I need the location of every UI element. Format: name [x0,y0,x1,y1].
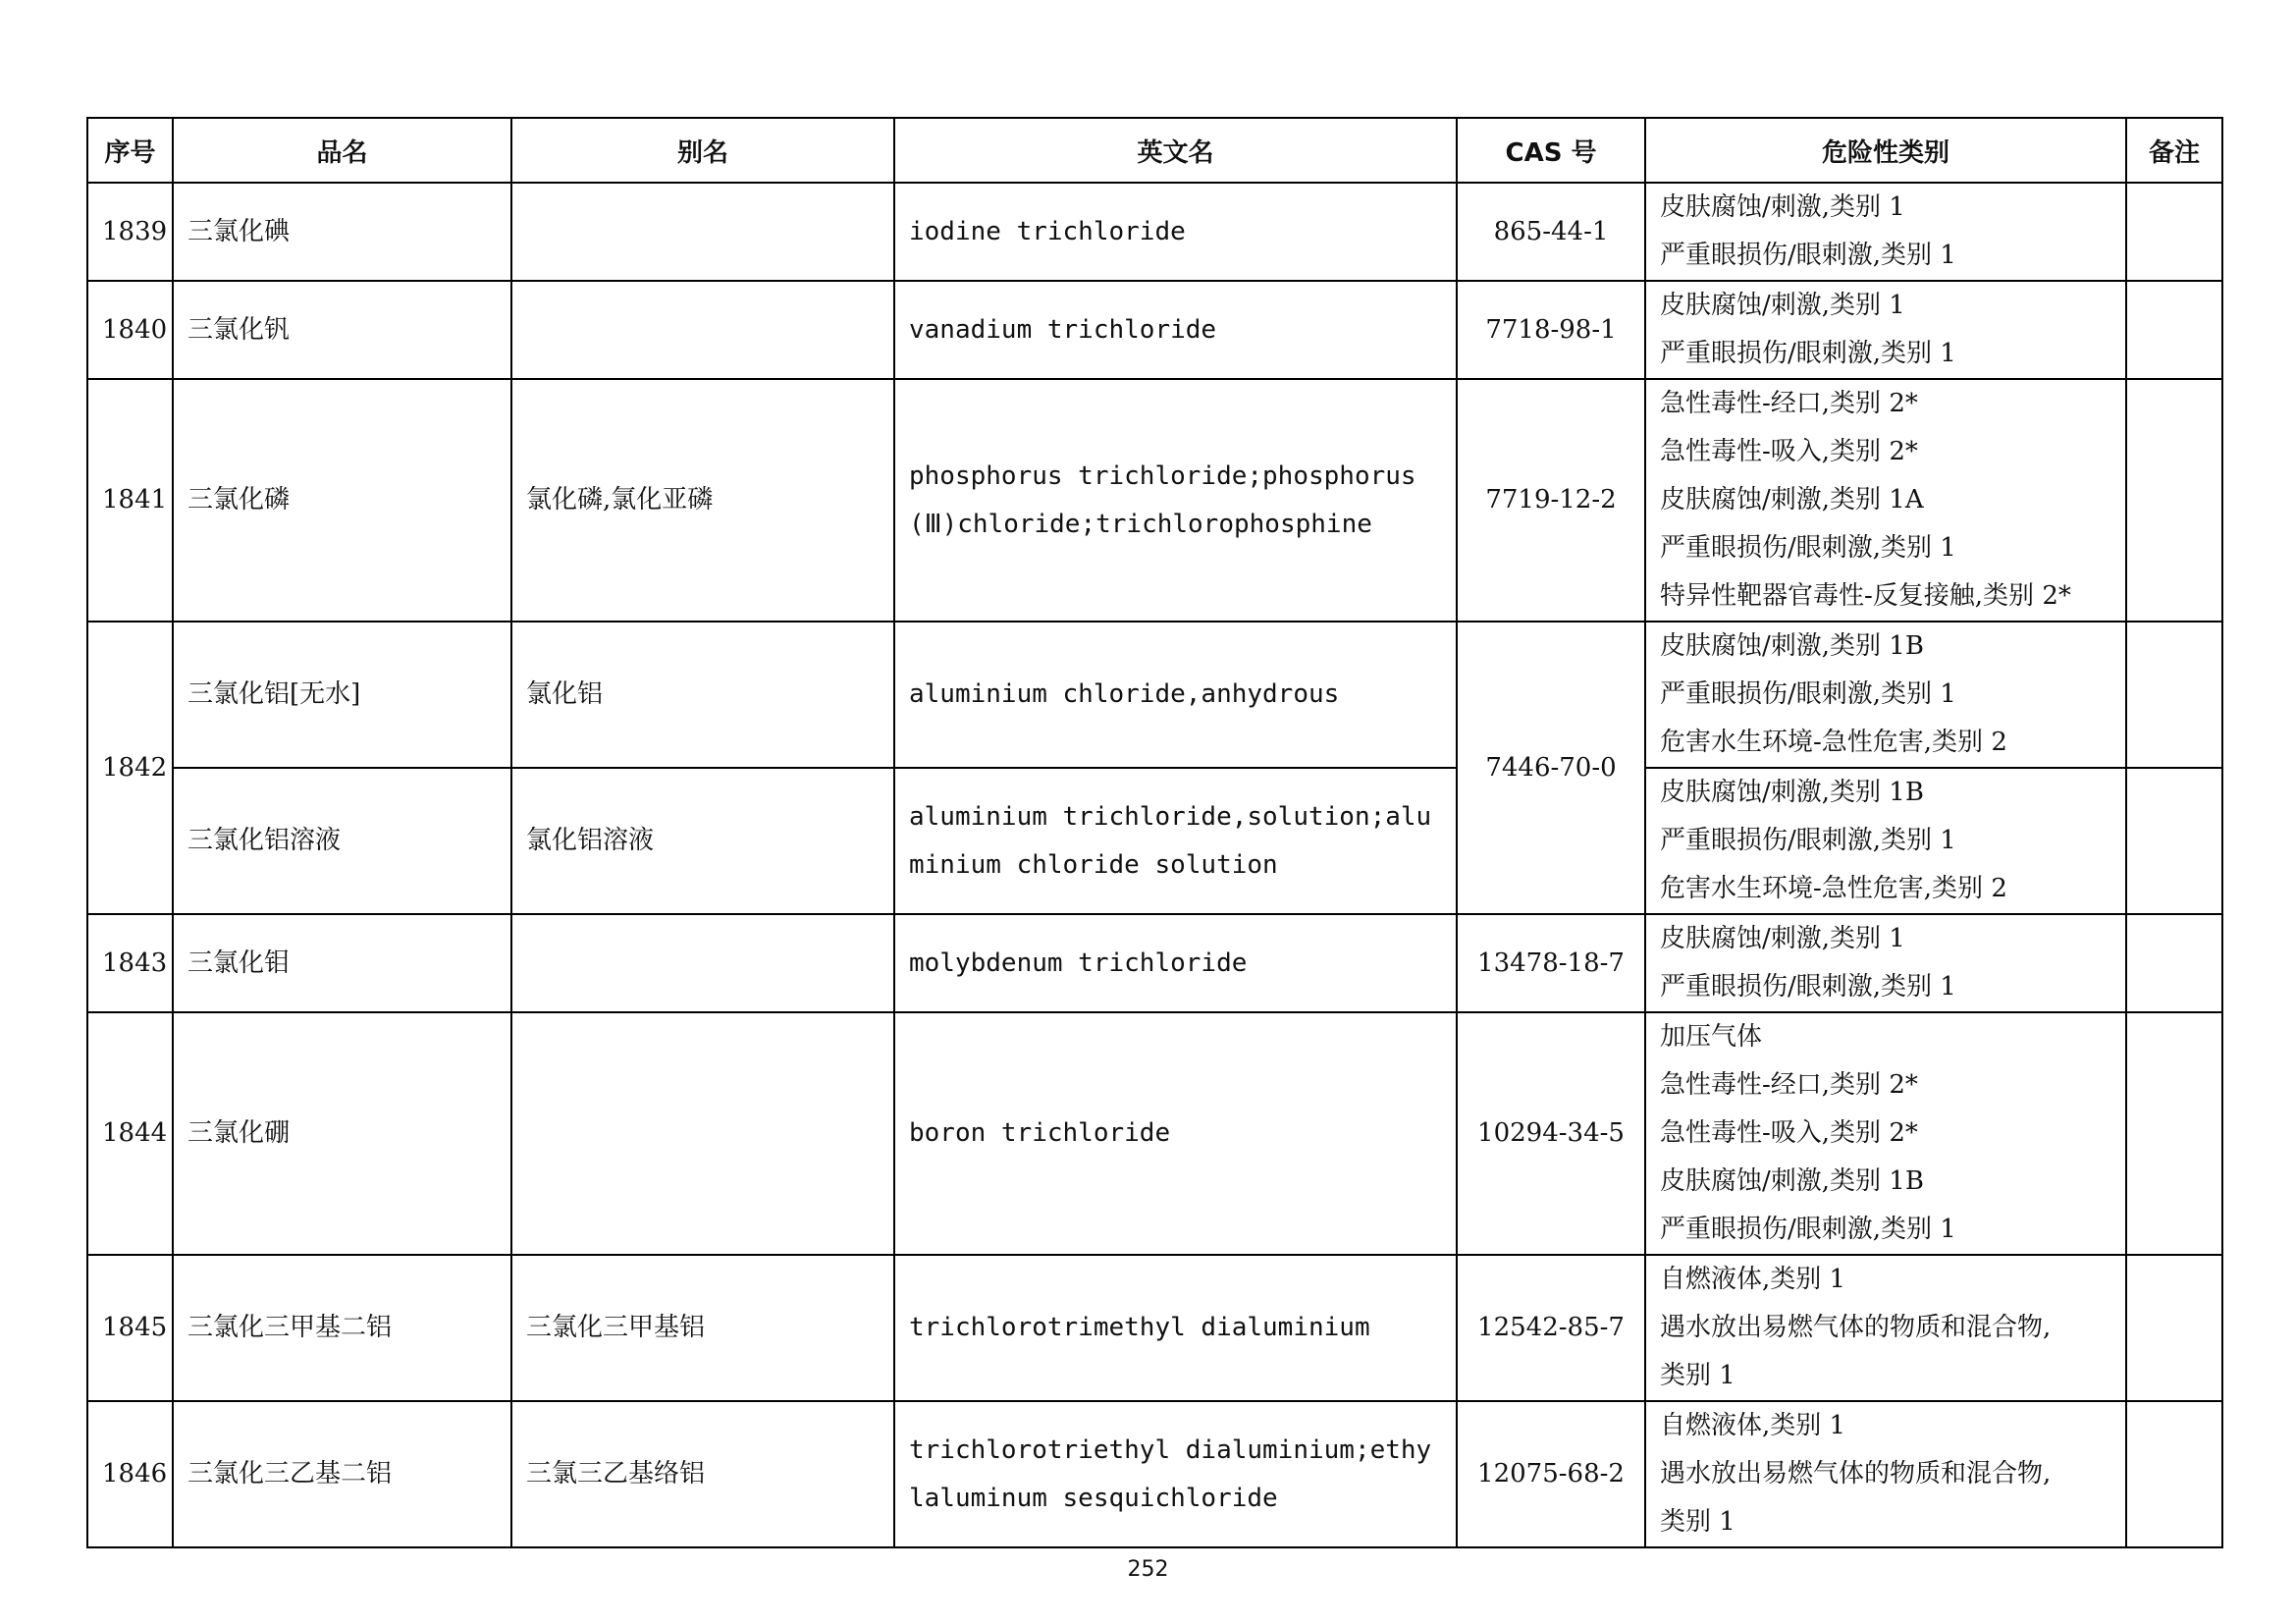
hazard-line: 特异性靶器官毒性-反复接触,类别 2* [1660,581,2071,611]
cell-note [2126,1255,2222,1401]
cell-name: 三氯化三甲基二铝 [173,1255,511,1401]
header-english-name: 英文名 [894,118,1457,183]
table-row [87,1401,2222,1547]
cell-no: 1844 [87,1012,173,1255]
header-alias: 别名 [511,118,894,183]
cell-no: 1839 [87,183,173,281]
hazard-line: 皮肤腐蚀/刺激,类别 1B [1660,1166,1924,1196]
hazard-line: 皮肤腐蚀/刺激,类别 1B [1660,631,1924,661]
cell-alias [511,183,894,281]
cell-name: 三氯化磷 [173,379,511,622]
cell-cas: 7718-98-1 [1457,281,1645,379]
cell-note [2126,281,2222,379]
cell-cas: 865-44-1 [1457,183,1645,281]
cell-alias: 氯化磷,氯化亚磷 [511,379,894,622]
cell-english-name: trichlorotriethyl dialuminium;ethylaluminum sesquichloride [894,1401,1457,1547]
cell-cas: 13478-18-7 [1457,914,1645,1012]
hazard-line: 严重眼损伤/眼刺激,类别 1 [1660,339,1956,368]
hazard-line: 严重眼损伤/眼刺激,类别 1 [1660,533,1956,563]
cell-note [2126,379,2222,622]
cell-no: 1840 [87,281,173,379]
cell-english-name: molybdenum trichloride [894,914,1457,1012]
cell-note [2126,1012,2222,1255]
cell-hazard [1645,379,2126,622]
hazard-line: 皮肤腐蚀/刺激,类别 1A [1660,485,1924,514]
cell-name: 三氯化硼 [173,1012,511,1255]
table-row [87,379,2222,622]
hazard-line: 类别 1 [1660,1361,1735,1390]
cell-name: 三氯化碘 [173,183,511,281]
cell-cas: 12542-85-7 [1457,1255,1645,1401]
table-row [87,622,2222,768]
hazard-line: 皮肤腐蚀/刺激,类别 1 [1660,291,1905,320]
hazard-line: 严重眼损伤/眼刺激,类别 1 [1660,679,1956,709]
hazard-line: 遇水放出易燃气体的物质和混合物, [1660,1313,2052,1342]
cell-cas: 7446-70-0 [1457,622,1645,914]
table-row [87,281,2222,379]
hazard-line: 自燃液体,类别 1 [1660,1265,1846,1294]
cell-name: 三氯化铝溶液 [173,768,511,914]
page-number: 252 [1127,1557,1169,1582]
cell-english-name: trichlorotrimethyl dialuminium [894,1255,1457,1401]
cell-english-name: vanadium trichloride [894,281,1457,379]
hazard-line: 危害水生环境-急性危害,类别 2 [1660,874,2007,903]
header-name: 品名 [173,118,511,183]
cell-english-name: aluminium chloride,anhydrous [894,622,1457,768]
cell-note [2126,622,2222,768]
cell-alias [511,1012,894,1255]
table-row [87,183,2222,281]
hazard-line: 严重眼损伤/眼刺激,类别 1 [1660,1215,1956,1244]
hazard-line: 急性毒性-吸入,类别 2* [1660,437,1918,466]
hazard-line: 急性毒性-经口,类别 2* [1660,1070,1918,1100]
cell-hazard [1645,1012,2126,1255]
hazard-line: 皮肤腐蚀/刺激,类别 1 [1660,924,1905,953]
header-note: 备注 [2126,118,2222,183]
cell-hazard [1645,768,2126,914]
hazard-line: 急性毒性-吸入,类别 2* [1660,1118,1918,1148]
cell-english-name: boron trichloride [894,1012,1457,1255]
cell-note [2126,183,2222,281]
cell-alias: 氯化铝 [511,622,894,768]
hazard-line: 严重眼损伤/眼刺激,类别 1 [1660,972,1956,1001]
hazard-line: 皮肤腐蚀/刺激,类别 1 [1660,192,1905,222]
cell-english-name: iodine trichloride [894,183,1457,281]
cell-name: 三氯化三乙基二铝 [173,1401,511,1547]
hazard-line: 自燃液体,类别 1 [1660,1411,1846,1440]
hazard-line: 严重眼损伤/眼刺激,类别 1 [1660,826,1956,855]
cell-hazard [1645,1401,2126,1547]
cell-no: 1845 [87,1255,173,1401]
table-row [87,1255,2222,1401]
cell-note [2126,914,2222,1012]
cell-hazard [1645,914,2126,1012]
cell-english-name: phosphorus trichloride;phosphorus(Ⅲ)chloride;trichlorophosphine [894,379,1457,622]
cell-alias [511,914,894,1012]
cell-note [2126,1401,2222,1547]
cell-no: 1843 [87,914,173,1012]
cell-name: 三氯化钒 [173,281,511,379]
header-hazard: 危险性类别 [1645,118,2126,183]
hazard-line: 皮肤腐蚀/刺激,类别 1B [1660,778,1924,807]
cell-alias [511,281,894,379]
cell-hazard [1645,281,2126,379]
cell-english-name: aluminium trichloride,solution;aluminium chloride solution [894,768,1457,914]
hazard-line: 遇水放出易燃气体的物质和混合物, [1660,1459,2052,1489]
cell-cas: 12075-68-2 [1457,1401,1645,1547]
cell-note [2126,768,2222,914]
hazard-line: 类别 1 [1660,1507,1735,1537]
table-row [87,1012,2222,1255]
cell-no: 1841 [87,379,173,622]
table-row [87,914,2222,1012]
cell-alias: 氯化铝溶液 [511,768,894,914]
cell-name: 三氯化铝[无水] [173,622,511,768]
cell-alias: 三氯化三甲基铝 [511,1255,894,1401]
hazard-line: 加压气体 [1660,1022,1763,1052]
cell-hazard [1645,183,2126,281]
hazard-line: 严重眼损伤/眼刺激,类别 1 [1660,241,1956,270]
cell-alias: 三氯三乙基络铝 [511,1401,894,1547]
hazard-line: 急性毒性-经口,类别 2* [1660,389,1918,418]
table-row [87,768,2222,914]
cell-no: 1846 [87,1401,173,1547]
cell-no: 1842 [87,622,173,914]
cell-hazard [1645,1255,2126,1401]
header-row [87,118,2222,183]
cell-cas: 10294-34-5 [1457,1012,1645,1255]
cell-cas: 7719-12-2 [1457,379,1645,622]
header-cas: CAS 号 [1457,118,1645,183]
hazard-line: 危害水生环境-急性危害,类别 2 [1660,728,2007,757]
cell-name: 三氯化钼 [173,914,511,1012]
cell-hazard [1645,622,2126,768]
header-no: 序号 [87,118,173,183]
chemical-table [86,117,2223,1548]
